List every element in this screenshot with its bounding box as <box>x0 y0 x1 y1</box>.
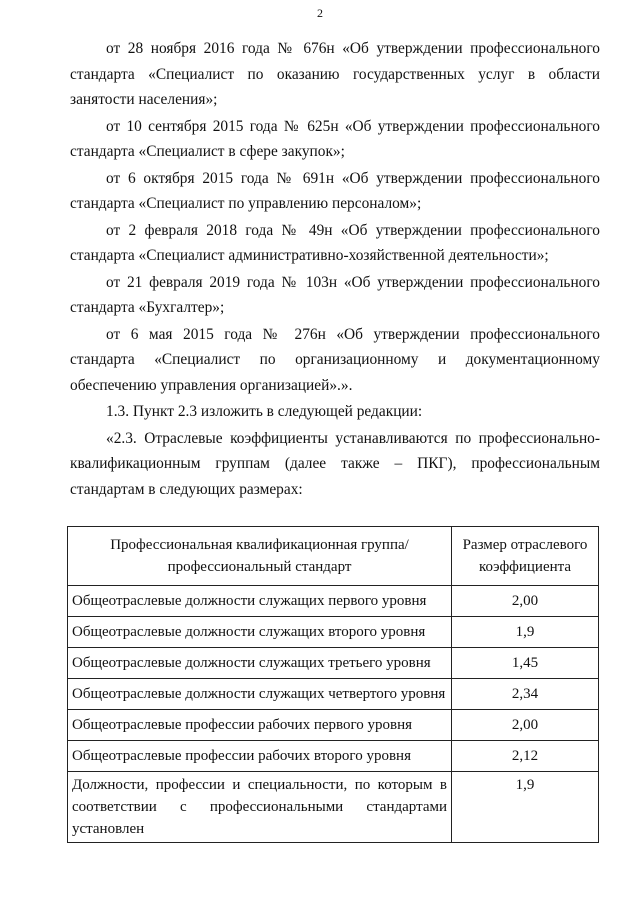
paragraph: «2.3. Отраслевые коэффициенты устанавливаются по профессионально-квалификационным группам (далее также – ПКГ), профессиональным стандартам в следующих размерах: <box>70 429 600 498</box>
table-cell-group: Общеотраслевые профессии рабочих второго уровня <box>68 741 452 772</box>
table-cell-group: Общеотраслевые должности служащих первого уровня <box>68 586 452 617</box>
table-cell-coefficient: 2,34 <box>452 679 599 710</box>
table-cell-coefficient: 1,45 <box>452 648 599 679</box>
table-cell-coefficient: 2,00 <box>452 710 599 741</box>
paragraph: от 10 сентября 2015 года № 625н «Об утверждении профессионального стандарта «Специалист в сфере закупок»; <box>70 117 600 160</box>
table-cell-coefficient: 2,00 <box>452 586 599 617</box>
table-cell-coefficient: 1,9 <box>452 617 599 648</box>
table-cell-group: Общеотраслевые должности служащих четвертого уровня <box>68 679 452 710</box>
table-cell-coefficient: 1,9 <box>452 772 599 843</box>
paragraph: от 2 февраля 2018 года № 49н «Об утверждении профессионального стандарта «Специалист административно-хозяйственной деятельности»; <box>70 221 600 264</box>
column-header-group: Профессиональная квалификационная группа/профессиональный стандарт <box>68 527 452 586</box>
paragraph: от 6 октября 2015 года № 691н «Об утверждении профессионального стандарта «Специалист по управлению персоналом»; <box>70 169 600 212</box>
table-header-row <box>68 527 599 586</box>
table-row <box>68 617 599 648</box>
column-header-coefficient: Размер отраслевого коэффициента <box>452 527 599 586</box>
coefficient-table <box>67 526 599 843</box>
paragraph: 1.3. Пункт 2.3 изложить в следующей редакции: <box>106 403 423 420</box>
paragraph: от 21 февраля 2019 года № 103н «Об утверждении профессионального стандарта «Бухгалтер»; <box>70 273 600 316</box>
paragraph: от 28 ноября 2016 года № 676н «Об утверждении профессионального стандарта «Специалист по оказанию государственных услуг в области занятости населения»; <box>70 40 600 108</box>
page-number: 2 <box>317 6 323 20</box>
table-row <box>68 772 599 843</box>
table-row <box>68 679 599 710</box>
document-body <box>70 36 600 503</box>
table-row <box>68 586 599 617</box>
table-row <box>68 648 599 679</box>
table-cell-group: Общеотраслевые должности служащих третьего уровня <box>68 648 452 679</box>
table-row <box>68 710 599 741</box>
table-cell-group: Должности, профессии и специальности, по которым в соответствии с профессиональными стандартами установлен <box>68 772 452 843</box>
table-cell-coefficient: 2,12 <box>452 741 599 772</box>
table-row <box>68 741 599 772</box>
paragraph: от 6 мая 2015 года № 276н «Об утверждении профессионального стандарта «Специалист по организационному и документационному обеспечению управления организацией».». <box>70 325 600 394</box>
table-cell-group: Общеотраслевые должности служащих второго уровня <box>68 617 452 648</box>
table-cell-group: Общеотраслевые профессии рабочих первого уровня <box>68 710 452 741</box>
